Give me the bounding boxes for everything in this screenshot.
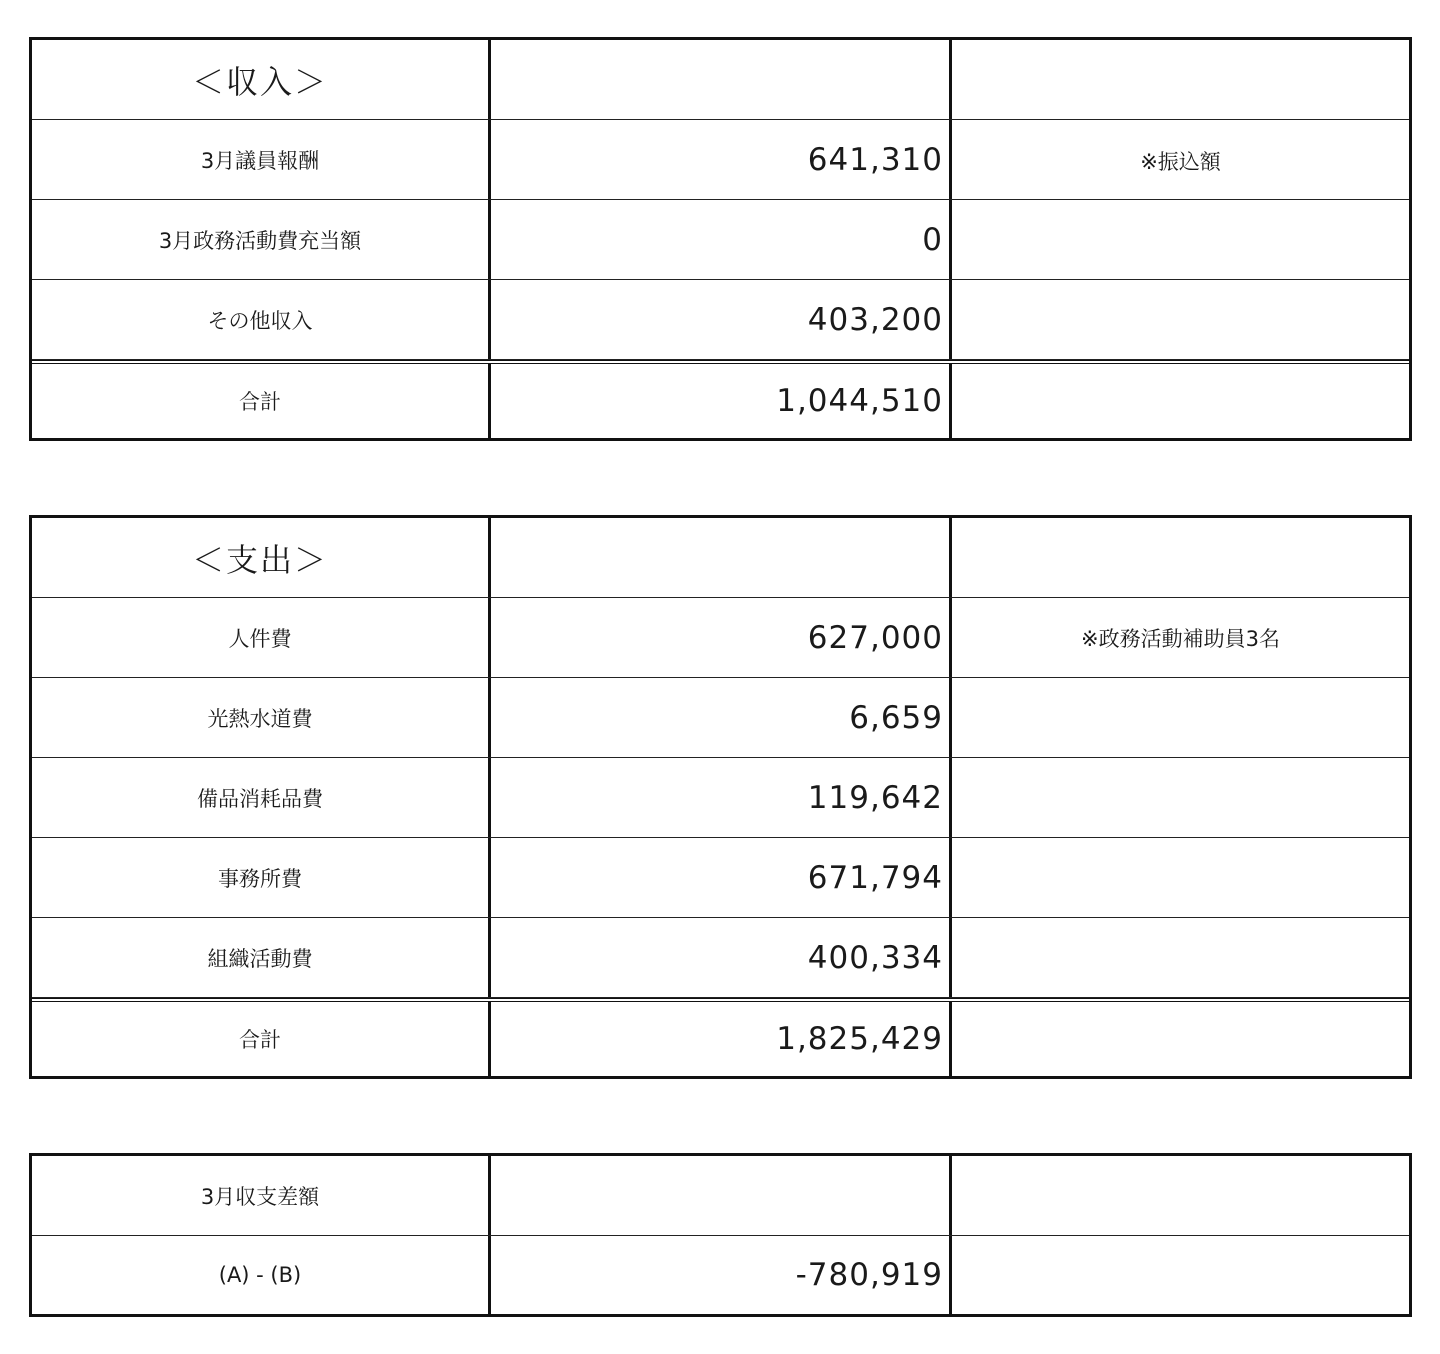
total-value: 1,825,429 — [491, 1002, 952, 1076]
total-note-blank — [952, 364, 1409, 438]
row-value: 627,000 — [491, 598, 952, 677]
balance-value-note-blank — [952, 1236, 1409, 1314]
row-label: 事務所費 — [32, 838, 491, 917]
income-header-blank — [491, 40, 952, 119]
total-note-blank — [952, 1002, 1409, 1076]
row-note — [952, 838, 1409, 917]
expense-header-row — [32, 518, 1409, 598]
expense-header-blank — [491, 518, 952, 597]
balance-label: 3月収支差額 — [32, 1156, 491, 1235]
expense-heading: ＜支出＞ — [32, 518, 491, 597]
table-row — [32, 838, 1409, 918]
balance-value-row — [32, 1236, 1409, 1314]
total-value: 1,044,510 — [491, 364, 952, 438]
row-note: ※振込額 — [1140, 150, 1221, 174]
expense-table — [29, 515, 1412, 1079]
row-label: 組織活動費 — [32, 918, 491, 997]
expense-total-row — [32, 998, 1409, 1076]
income-header-note-blank — [952, 40, 1409, 119]
row-value: 6,659 — [491, 678, 952, 757]
table-row — [32, 678, 1409, 758]
table-row — [32, 280, 1409, 360]
row-value: 641,310 — [491, 120, 952, 199]
table-row — [32, 598, 1409, 678]
income-heading: ＜収入＞ — [32, 40, 491, 119]
row-label: 備品消耗品費 — [32, 758, 491, 837]
row-note — [952, 200, 1409, 279]
row-note — [952, 280, 1409, 359]
row-note — [952, 918, 1409, 997]
table-row — [32, 758, 1409, 838]
income-header-row — [32, 40, 1409, 120]
balance-label-blank — [491, 1156, 952, 1235]
total-label: 合計 — [32, 1002, 491, 1076]
row-value: 119,642 — [491, 758, 952, 837]
row-label: 3月議員報酬 — [32, 120, 491, 199]
row-value: 0 — [491, 200, 952, 279]
table-row — [32, 200, 1409, 280]
expense-header-note-blank — [952, 518, 1409, 597]
income-table — [29, 37, 1412, 441]
balance-formula: (A) - (B) — [32, 1236, 491, 1314]
row-label: その他収入 — [32, 280, 491, 359]
row-value: 400,334 — [491, 918, 952, 997]
row-value: 403,200 — [491, 280, 952, 359]
row-note — [952, 758, 1409, 837]
table-row — [32, 120, 1409, 200]
table-row — [32, 918, 1409, 998]
row-note: ※政務活動補助員3名 — [1081, 626, 1280, 651]
total-label: 合計 — [32, 364, 491, 438]
row-note — [952, 678, 1409, 757]
balance-note-blank — [952, 1156, 1409, 1235]
income-total-row — [32, 360, 1409, 438]
row-label: 光熱水道費 — [32, 678, 491, 757]
row-label: 3月政務活動費充当額 — [32, 200, 491, 279]
row-value: 671,794 — [491, 838, 952, 917]
row-label: 人件費 — [32, 598, 491, 677]
balance-label-row — [32, 1156, 1409, 1236]
balance-table — [29, 1153, 1412, 1317]
balance-value: -780,919 — [491, 1236, 952, 1314]
